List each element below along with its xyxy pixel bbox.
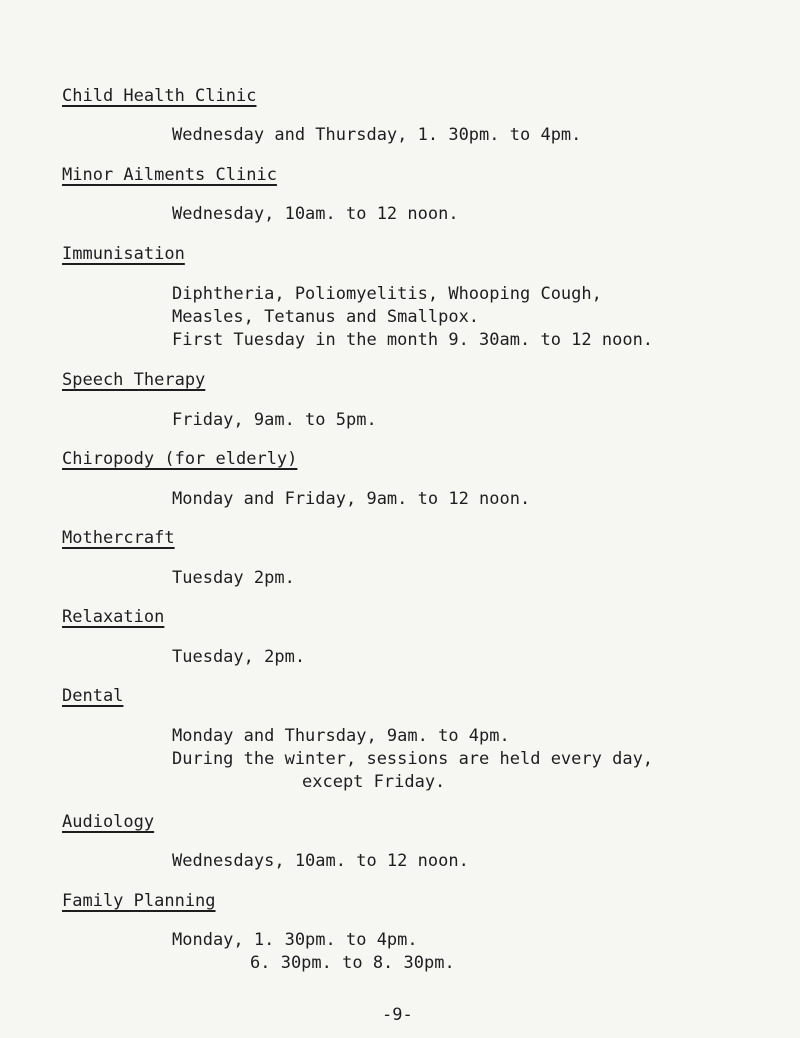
section-line: First Tuesday in the month 9. 30am. to 12 noon. [172, 330, 654, 350]
section-heading-immunisation: Immunisation [62, 244, 185, 264]
section-heading-family-planning: Family Planning [62, 891, 216, 911]
section-line: Wednesday and Thursday, 1. 30pm. to 4pm. [172, 125, 582, 145]
section-line: Monday, 1. 30pm. to 4pm. [172, 930, 418, 950]
section-line: Measles, Tetanus and Smallpox. [172, 307, 480, 327]
section-line: Monday and Thursday, 9am. to 4pm. [172, 726, 510, 746]
section-heading-dental: Dental [62, 686, 124, 706]
page-number: -9- [382, 1005, 413, 1025]
section-line: except Friday. [302, 772, 446, 792]
section-line: Tuesday 2pm. [172, 568, 295, 588]
section-line: Wednesday, 10am. to 12 noon. [172, 204, 459, 224]
section-line: Friday, 9am. to 5pm. [172, 410, 377, 430]
section-heading-chiropody: Chiropody (for elderly) [62, 449, 298, 469]
section-heading-audiology: Audiology [62, 812, 155, 832]
section-heading-speech-therapy: Speech Therapy [62, 370, 206, 390]
section-line: Tuesday, 2pm. [172, 647, 306, 667]
section-line: Monday and Friday, 9am. to 12 noon. [172, 489, 531, 509]
section-heading-mothercraft: Mothercraft [62, 528, 175, 548]
section-heading-child-health-clinic: Child Health Clinic [62, 86, 257, 106]
section-line: Diphtheria, Poliomyelitis, Whooping Cough, [172, 284, 602, 304]
section-line: Wednesdays, 10am. to 12 noon. [172, 851, 469, 871]
section-line: During the winter, sessions are held every day, [172, 749, 654, 769]
section-line: 6. 30pm. to 8. 30pm. [250, 953, 455, 973]
section-heading-minor-ailments-clinic: Minor Ailments Clinic [62, 165, 277, 185]
section-heading-relaxation: Relaxation [62, 607, 165, 627]
